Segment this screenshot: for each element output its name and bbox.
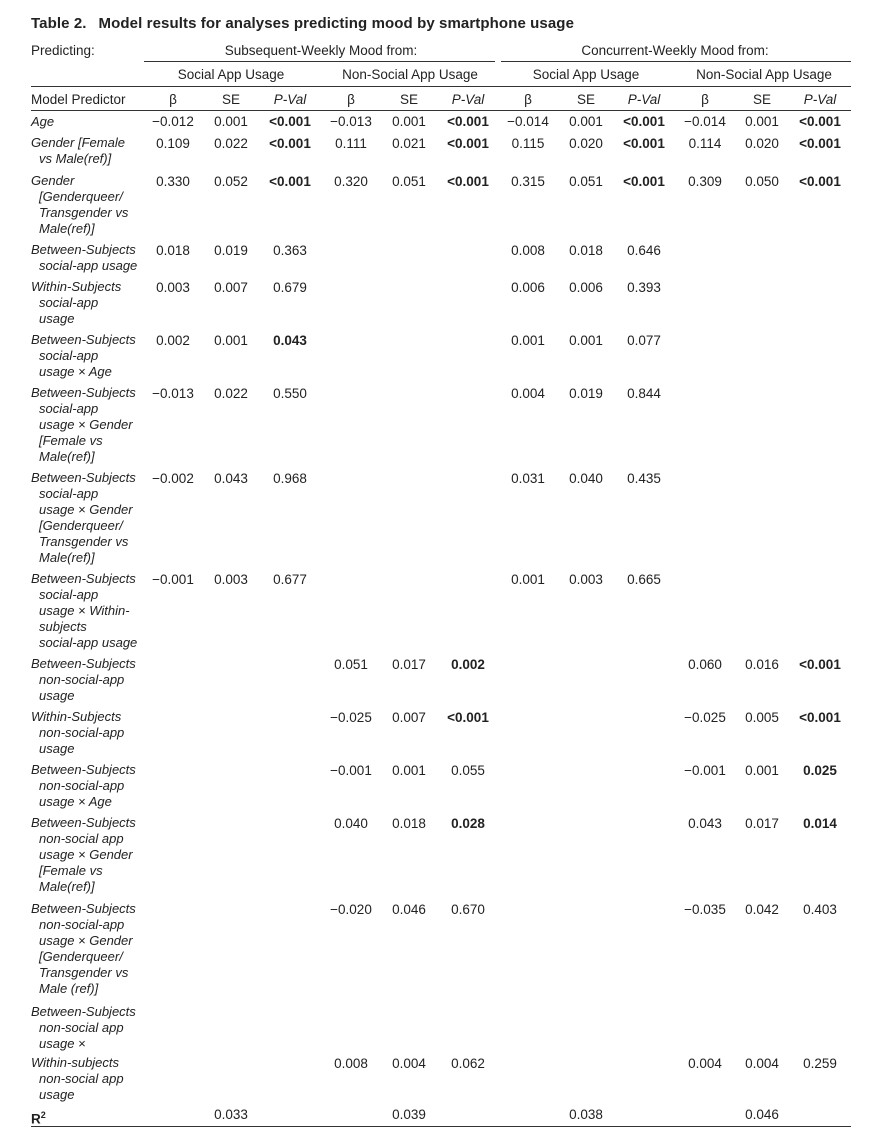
- predictor-line: social-app: [39, 295, 99, 310]
- value-cell: 0.052: [214, 174, 248, 189]
- value-cell: 0.393: [627, 280, 661, 295]
- col-header-pval-4: P-Val: [803, 92, 837, 107]
- value-cell: 0.031: [511, 471, 545, 486]
- value-cell: <0.001: [799, 114, 841, 129]
- predictor-line: Transgender vs: [39, 205, 129, 220]
- value-cell: 0.330: [156, 174, 190, 189]
- value-cell: 0.003: [214, 572, 248, 587]
- value-cell: 0.435: [627, 471, 661, 486]
- predictor-line: Within-Subjects: [31, 709, 122, 724]
- value-cell: 0.043: [688, 816, 722, 831]
- value-cell: 0.315: [511, 174, 545, 189]
- value-cell: <0.001: [269, 136, 311, 151]
- value-cell: 0.001: [511, 572, 545, 587]
- predictor-line: usage × Age: [39, 364, 112, 379]
- value-cell: 0.646: [627, 243, 661, 258]
- col-header-pval-2: P-Val: [451, 92, 485, 107]
- r2-value-3: 0.038: [569, 1107, 603, 1122]
- predictor-line: Between-Subjects: [31, 1004, 136, 1019]
- predictor-cell: [31, 279, 149, 327]
- col-header-beta-2: β: [347, 92, 355, 107]
- predictor-line: usage: [39, 311, 75, 326]
- col-header-pval-1: P-Val: [273, 92, 307, 107]
- table-caption: Model results for analyses predicting mood by smartphone usage: [98, 15, 575, 32]
- value-cell: <0.001: [623, 114, 665, 129]
- value-cell: 0.004: [745, 1056, 779, 1071]
- table-label: Table 2.: [31, 15, 87, 32]
- value-cell: 0.028: [451, 816, 485, 831]
- predictor-line: Between-Subjects: [31, 571, 136, 586]
- value-cell: −0.001: [330, 763, 372, 778]
- predictor-line: Male(ref)]: [39, 221, 95, 236]
- group-header-subsequent: Subsequent-Weekly Mood from:: [224, 43, 418, 58]
- value-cell: 0.001: [392, 763, 426, 778]
- predictor-line: usage × Gender: [39, 847, 133, 862]
- predictor-line: Gender [Female: [31, 135, 125, 150]
- predictor-cell: [31, 173, 149, 237]
- value-cell: 0.051: [334, 657, 368, 672]
- value-cell: 0.020: [569, 136, 603, 151]
- value-cell: −0.001: [152, 572, 194, 587]
- predictor-cell: [31, 571, 149, 651]
- value-cell: <0.001: [799, 710, 841, 725]
- predictor-line: [Female vs: [39, 433, 103, 448]
- value-cell: −0.001: [684, 763, 726, 778]
- value-cell: 0.001: [569, 114, 603, 129]
- value-cell: 0.679: [273, 280, 307, 295]
- value-cell: 0.046: [392, 902, 426, 917]
- value-cell: 0.051: [392, 174, 426, 189]
- value-cell: 0.550: [273, 386, 307, 401]
- predictor-cell: [31, 815, 149, 895]
- value-cell: 0.021: [392, 136, 426, 151]
- predictor-line: social-app usage: [39, 258, 138, 273]
- predictor-line: Between-Subjects: [31, 901, 136, 916]
- value-cell: 0.050: [745, 174, 779, 189]
- value-cell: 0.004: [392, 1056, 426, 1071]
- predictor-line: Male(ref)]: [39, 879, 95, 894]
- predictor-line: Between-Subjects: [31, 762, 136, 777]
- value-cell: 0.002: [156, 333, 190, 348]
- value-cell: <0.001: [623, 174, 665, 189]
- value-cell: 0.040: [334, 816, 368, 831]
- value-cell: 0.007: [214, 280, 248, 295]
- value-cell: 0.018: [392, 816, 426, 831]
- value-cell: 0.022: [214, 386, 248, 401]
- predictor-line: [Genderqueer/: [39, 518, 123, 533]
- predictor-cell: [31, 656, 149, 704]
- value-cell: <0.001: [799, 657, 841, 672]
- value-cell: 0.042: [745, 902, 779, 917]
- predictor-line: Male (ref)]: [39, 981, 99, 996]
- predictor-line: non-social app: [39, 831, 124, 846]
- value-cell: 0.020: [745, 136, 779, 151]
- table-title: [31, 15, 574, 32]
- predictor-line: Age: [31, 114, 55, 129]
- r2-letter: R: [31, 1111, 41, 1127]
- col-header-se-2: SE: [399, 92, 418, 107]
- value-cell: 0.109: [156, 136, 190, 151]
- value-cell: 0.007: [392, 710, 426, 725]
- value-cell: 0.062: [451, 1056, 485, 1071]
- value-cell: 0.025: [803, 763, 837, 778]
- predictor-line: Between-Subjects: [31, 656, 136, 671]
- value-cell: 0.259: [803, 1056, 837, 1071]
- predictor-line: Gender: [31, 173, 75, 188]
- value-cell: 0.006: [511, 280, 545, 295]
- subheader-nonsocial-2: Non-Social App Usage: [696, 67, 832, 82]
- value-cell: 0.018: [156, 243, 190, 258]
- predictor-line: Between-Subjects: [31, 815, 136, 830]
- value-cell: 0.006: [569, 280, 603, 295]
- value-cell: 0.004: [511, 386, 545, 401]
- subheader-social-1: Social App Usage: [177, 67, 285, 82]
- value-cell: 0.111: [335, 136, 367, 151]
- value-cell: 0.014: [803, 816, 837, 831]
- header-rule-bottom: [31, 110, 851, 111]
- subheader-social-2: Social App Usage: [532, 67, 640, 82]
- value-cell: <0.001: [447, 136, 489, 151]
- value-cell: 0.060: [688, 657, 722, 672]
- value-cell: 0.003: [569, 572, 603, 587]
- value-cell: 0.043: [214, 471, 248, 486]
- predictor-line: social-app usage: [39, 635, 138, 650]
- value-cell: 0.001: [745, 763, 779, 778]
- value-cell: 0.018: [569, 243, 603, 258]
- predicting-label: Predicting:: [31, 43, 95, 58]
- predictor-line: usage: [39, 1087, 75, 1102]
- col-header-se-4: SE: [752, 92, 771, 107]
- value-cell: −0.014: [684, 114, 726, 129]
- value-cell: <0.001: [447, 710, 489, 725]
- predictor-cell: [31, 114, 149, 130]
- value-cell: 0.001: [745, 114, 779, 129]
- value-cell: −0.014: [507, 114, 549, 129]
- value-cell: −0.013: [152, 386, 194, 401]
- value-cell: 0.677: [273, 572, 307, 587]
- value-cell: 0.115: [511, 136, 545, 151]
- predictor-line: non-social-app: [39, 672, 125, 687]
- value-cell: 0.114: [688, 136, 722, 151]
- value-cell: 0.017: [392, 657, 426, 672]
- predictor-cell: [31, 709, 149, 757]
- predictor-line: Transgender vs: [39, 534, 129, 549]
- predictor-line: usage: [39, 741, 75, 756]
- predictor-line: subjects: [39, 619, 87, 634]
- predictor-line: usage × Within-: [39, 603, 130, 618]
- group-rule-subsequent: [144, 61, 495, 62]
- value-cell: <0.001: [799, 174, 841, 189]
- predictor-cell: [31, 385, 149, 465]
- predictor-line: Between-Subjects: [31, 385, 136, 400]
- value-cell: 0.003: [156, 280, 190, 295]
- value-cell: 0.043: [273, 333, 307, 348]
- group-rule-concurrent: [501, 61, 851, 62]
- value-cell: 0.051: [569, 174, 603, 189]
- value-cell: 0.001: [214, 333, 248, 348]
- value-cell: 0.019: [214, 243, 248, 258]
- col-header-pval-3: P-Val: [627, 92, 661, 107]
- table-bottom-rule: [31, 1126, 851, 1127]
- predictor-cell: [31, 1055, 149, 1103]
- col-header-se-1: SE: [221, 92, 240, 107]
- r2-value-2: 0.039: [392, 1107, 426, 1122]
- value-cell: −0.013: [330, 114, 372, 129]
- predictor-line: Male(ref)]: [39, 449, 95, 464]
- col-header-se-3: SE: [576, 92, 595, 107]
- value-cell: 0.670: [451, 902, 485, 917]
- value-cell: −0.035: [684, 902, 726, 917]
- predictor-line: usage: [39, 688, 75, 703]
- value-cell: −0.025: [330, 710, 372, 725]
- value-cell: 0.403: [803, 902, 837, 917]
- value-cell: 0.001: [569, 333, 603, 348]
- col-header-predictor: Model Predictor: [31, 92, 126, 107]
- predictor-line: Male(ref)]: [39, 550, 95, 565]
- predictor-line: usage ×: [39, 1036, 86, 1051]
- predictor-line: social-app: [39, 587, 99, 602]
- predictor-line: usage × Gender: [39, 502, 133, 517]
- value-cell: −0.025: [684, 710, 726, 725]
- predictor-cell: [31, 332, 149, 380]
- header-rule-top: [31, 86, 851, 87]
- value-cell: 0.017: [745, 816, 779, 831]
- value-cell: 0.968: [273, 471, 307, 486]
- value-cell: 0.320: [334, 174, 368, 189]
- value-cell: <0.001: [269, 114, 311, 129]
- value-cell: <0.001: [799, 136, 841, 151]
- value-cell: −0.012: [152, 114, 194, 129]
- value-cell: <0.001: [447, 174, 489, 189]
- value-cell: 0.363: [273, 243, 307, 258]
- value-cell: <0.001: [447, 114, 489, 129]
- predictor-cell: [31, 762, 149, 810]
- value-cell: <0.001: [269, 174, 311, 189]
- value-cell: 0.019: [569, 386, 603, 401]
- value-cell: 0.309: [688, 174, 722, 189]
- predictor-line: Between-Subjects: [31, 470, 136, 485]
- predictor-line: usage × Gender: [39, 417, 133, 432]
- predictor-line: Within-Subjects: [31, 279, 122, 294]
- col-header-beta-3: β: [524, 92, 532, 107]
- value-cell: 0.005: [745, 710, 779, 725]
- value-cell: 0.001: [214, 114, 248, 129]
- value-cell: 0.022: [214, 136, 248, 151]
- value-cell: 0.844: [627, 386, 661, 401]
- predictor-line: non-social-app: [39, 725, 125, 740]
- predictor-line: non-social app: [39, 1071, 124, 1086]
- r2-value-1: 0.033: [214, 1107, 248, 1122]
- value-cell: 0.001: [511, 333, 545, 348]
- col-header-beta-4: β: [701, 92, 709, 107]
- predictor-line: social-app: [39, 401, 99, 416]
- predictor-line: Within-subjects: [31, 1055, 120, 1070]
- value-cell: 0.055: [451, 763, 485, 778]
- predictor-line: Transgender vs: [39, 965, 129, 980]
- value-cell: 0.008: [334, 1056, 368, 1071]
- predictor-cell: [31, 901, 149, 997]
- predictor-line: usage × Gender: [39, 933, 133, 948]
- predictor-line: Between-Subjects: [31, 242, 136, 257]
- predictor-line: non-social app: [39, 1020, 124, 1035]
- predictor-line: [Female vs: [39, 863, 103, 878]
- predictor-line: [Genderqueer/: [39, 189, 123, 204]
- value-cell: 0.016: [745, 657, 779, 672]
- col-header-beta-1: β: [169, 92, 177, 107]
- predictor-line: [Genderqueer/: [39, 949, 123, 964]
- predictor-line: social-app: [39, 486, 99, 501]
- value-cell: 0.002: [451, 657, 485, 672]
- value-cell: 0.040: [569, 471, 603, 486]
- predictor-line: vs Male(ref)]: [39, 151, 112, 166]
- predictor-line: Between-Subjects: [31, 332, 136, 347]
- predictor-cell: [31, 1004, 149, 1052]
- value-cell: −0.002: [152, 471, 194, 486]
- subheader-nonsocial-1: Non-Social App Usage: [342, 67, 478, 82]
- value-cell: 0.665: [627, 572, 661, 587]
- group-header-concurrent: Concurrent-Weekly Mood from:: [581, 43, 769, 58]
- value-cell: −0.020: [330, 902, 372, 917]
- predictor-cell: [31, 470, 149, 566]
- r2-label: [31, 1107, 46, 1128]
- value-cell: 0.077: [627, 333, 661, 348]
- predictor-line: social-app: [39, 348, 99, 363]
- value-cell: 0.004: [688, 1056, 722, 1071]
- predictor-line: usage × Age: [39, 794, 112, 809]
- predictor-cell: [31, 135, 149, 167]
- predictor-cell: [31, 242, 149, 274]
- r2-superscript: 2: [40, 1110, 46, 1120]
- value-cell: <0.001: [623, 136, 665, 151]
- predictor-line: non-social-app: [39, 917, 125, 932]
- predictor-line: non-social-app: [39, 778, 125, 793]
- value-cell: 0.001: [392, 114, 426, 129]
- value-cell: 0.008: [511, 243, 545, 258]
- r2-value-4: 0.046: [745, 1107, 779, 1122]
